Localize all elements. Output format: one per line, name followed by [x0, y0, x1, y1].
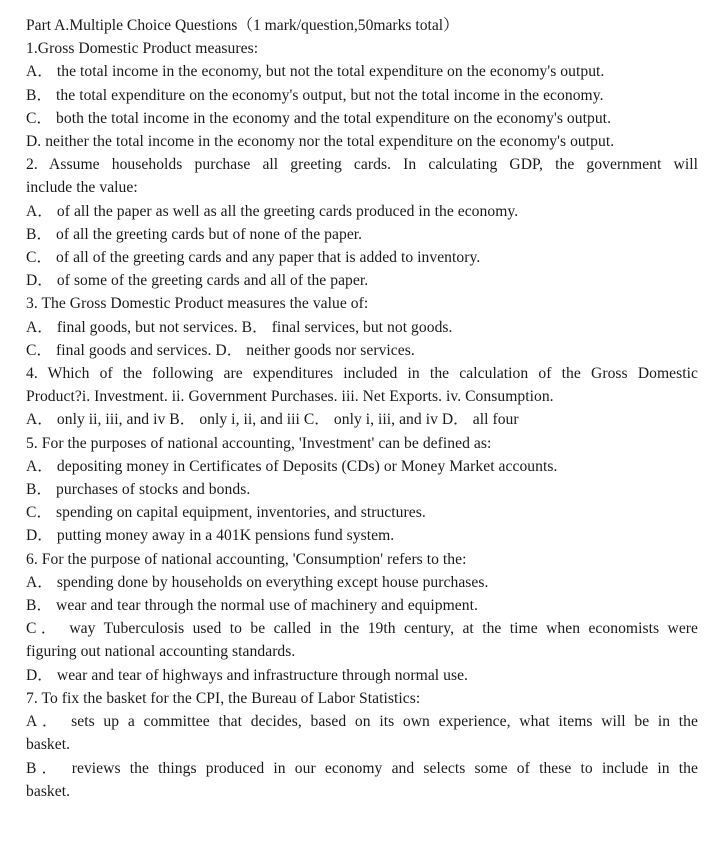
question-7 — [26, 687, 698, 803]
question-7-option-a-line-2: basket. — [26, 736, 71, 754]
question-7-option-a-line-1: A． sets up a committee that decides, based on its own experience, what items will be in the — [26, 713, 698, 731]
question-5 — [26, 432, 698, 548]
question-1 — [26, 37, 698, 153]
question-2-option-b: B． of all the greeting cards but of none of the paper. — [26, 225, 363, 243]
question-5-stem: 5. For the purposes of national accounting, 'Investment' can be defined as: — [26, 434, 492, 452]
question-3 — [26, 292, 698, 362]
question-6-option-b: B． wear and tear through the normal use of machinery and equipment. — [26, 597, 478, 615]
question-2-option-a: A． of all the paper as well as all the greeting cards produced in the economy. — [26, 202, 519, 220]
document-content — [26, 14, 698, 803]
question-6-option-c-line-1: C． way Tuberculosis used to be called in the 19th century, at the time when economists were — [26, 620, 698, 638]
question-7-option-b-line-2: basket. — [26, 782, 71, 800]
question-4-stem-line-1: 4. Which of the following are expenditures included in the calculation of the Gross Domestic — [26, 365, 698, 383]
question-6-stem: 6. For the purpose of national accounting, 'Consumption' refers to the: — [26, 550, 467, 568]
section-title: Part A.Multiple Choice Questions（1 mark/question,50marks total） — [26, 17, 459, 34]
question-2 — [26, 153, 698, 292]
question-4 — [26, 362, 698, 432]
question-5-option-c: C． spending on capital equipment, inventories, and structures. — [26, 504, 426, 522]
question-6-option-c-line-2: figuring out national accounting standards. — [26, 643, 296, 661]
question-5-option-a: A． depositing money in Certificates of Deposits (CDs) or Money Market accounts. — [26, 457, 558, 475]
question-1-option-d: D. neither the total income in the economy nor the total expenditure on the economy's output. — [26, 133, 615, 151]
question-3-options-cd: C． final goods and services. D． neither goods nor services. — [26, 341, 415, 359]
question-1-option-c: C． both the total income in the economy and the total expenditure on the economy's output. — [26, 109, 612, 127]
question-6 — [26, 548, 698, 687]
question-7-stem: 7. To fix the basket for the CPI, the Bureau of Labor Statistics: — [26, 689, 421, 707]
question-6-option-a: A． spending done by households on everything except house purchases. — [26, 573, 489, 591]
question-1-option-b: B． the total expenditure on the economy's output, but not the total income in the economy. — [26, 86, 604, 104]
question-1-stem: 1.Gross Domestic Product measures: — [26, 40, 259, 58]
question-3-stem: 3. The Gross Domestic Product measures the value of: — [26, 295, 369, 313]
question-2-option-d: D． of some of the greeting cards and all of the paper. — [26, 272, 369, 290]
question-3-options-ab: A． final goods, but not services. B． final services, but not goods. — [26, 318, 453, 336]
question-5-option-b: B． purchases of stocks and bonds. — [26, 481, 251, 499]
question-5-option-d: D． putting money away in a 401K pensions fund system. — [26, 527, 395, 545]
question-6-option-d: D． wear and tear of highways and infrastructure through normal use. — [26, 666, 468, 684]
question-1-option-a: A． the total income in the economy, but not the total expenditure on the economy's output. — [26, 63, 605, 81]
question-2-stem-line-1: 2. Assume households purchase all greeting cards. In calculating GDP, the government will — [26, 156, 698, 174]
question-4-options: A． only ii, iii, and iv B． only i, ii, and iii C． only i, iii, and iv D． all four — [26, 411, 519, 429]
question-7-option-b-line-1: B． reviews the things produced in our economy and selects some of these to include in the — [26, 759, 698, 777]
question-4-stem-line-2: Product?i. Investment. ii. Government Purchases. iii. Net Exports. iv. Consumption. — [26, 388, 554, 406]
question-2-stem-line-2: include the value: — [26, 179, 138, 197]
question-2-option-c: C． of all of the greeting cards and any paper that is added to inventory. — [26, 249, 481, 267]
